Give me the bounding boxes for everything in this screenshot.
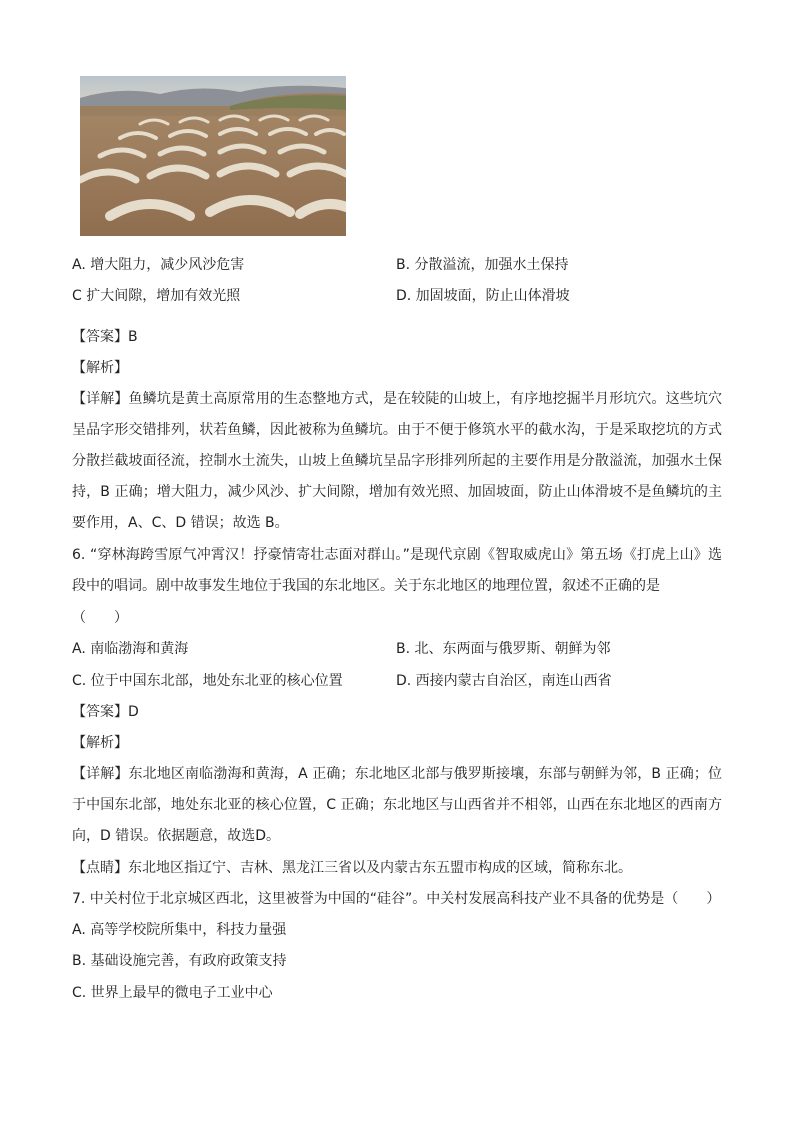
q6-stem [72, 540, 722, 602]
q6-option-b: B. 北、东两面与俄罗斯、朝鲜为邻 [396, 641, 611, 657]
q6-answer-blank [72, 608, 128, 628]
q6-option-a: A. 南临渤海和黄海 [72, 641, 189, 657]
q7-stem [72, 889, 720, 909]
detail-text: 东北地区南临渤海和黄海，A 正确；东北地区北部与俄罗斯接壤，东部与朝鲜为邻，B 正确；位于中国东北部，地处东北亚的核心位置，C 正确；东北地区与山西省并不相邻，山西在东北地区的西南方向，D 错误。依据题意，故选D。 [72, 766, 722, 844]
q7-option-b: B. 基础设施完善，有政府政策支持 [72, 953, 287, 969]
answer-tag: 【答案】 [72, 329, 128, 345]
q7-stem-text: 7. 中关村位于北京城区西北，这里被誉为中国的“硅谷”。中关村发展高科技产业不具备的优势是（ [72, 891, 679, 907]
q5-detail [72, 384, 722, 539]
q5-answer [72, 327, 138, 347]
q5-option-d: D. 加固坡面，防止山体滑坡 [396, 288, 570, 304]
detail-tag: 【详解】 [72, 391, 129, 407]
q6-option-d: D. 西接内蒙古自治区，南连山西省 [396, 673, 612, 689]
q5-analysis-tag: 【解析】 [72, 360, 128, 376]
q6-option-c: C. 位于中国东北部，地处东北亚的核心位置 [72, 673, 343, 689]
q6-stem-text: 6. “穿林海跨雪原气冲霄汉！抒豪情寄壮志面对群山。”是现代京剧《智取威虎山》第五场《打虎上山》选段中的唱词。剧中故事发生地位于我国的东北地区。关于东北地区的地理位置，叙述不正确的是 [72, 547, 722, 594]
q6-detail [72, 759, 722, 852]
q6-analysis-tag: 【解析】 [72, 735, 128, 751]
q6-answer [72, 702, 139, 722]
paren-close: ） [706, 891, 721, 907]
q7-option-a: A. 高等学校院所集中，科技力量强 [72, 922, 287, 938]
q5-option-a: A. 增大阻力，减少风沙危害 [72, 257, 245, 273]
answer-tag: 【答案】 [72, 704, 128, 720]
q6-note [72, 858, 632, 878]
fish-scale-pits-photo [80, 76, 346, 236]
answer-value: B [128, 329, 138, 345]
paren-open: （ [72, 610, 86, 626]
q5-option-b: B. 分散溢流，加强水土保持 [396, 257, 569, 273]
answer-value: D [128, 704, 139, 720]
detail-tag: 【详解】 [72, 766, 129, 782]
q5-option-c: C 扩大间隙，增加有效光照 [72, 288, 241, 304]
q7-option-c: C. 世界上最早的微电子工业中心 [72, 985, 273, 1001]
detail-text: 鱼鳞坑是黄土高原常用的生态整地方式，是在较陡的山坡上，有序地挖掘半月形坑穴。这些坑穴呈品字形交错排列，状若鱼鳞，因此被称为鱼鳞坑。由于不便于修筑水平的截水沟，于是采取挖坑的方式分散拦截坡面径流，控制水土流失，山坡上鱼鳞坑呈品字形排列所起的主要作用是分散溢流，加强水土保持，B 正确；增大阻力，减少风沙、扩大间隙，增加有效光照、加固坡面，防止山体滑坡不是鱼鳞坑的主要作用，A、C、D 错误；故选 B。 [72, 391, 723, 531]
paren-close: ） [114, 610, 128, 626]
note-text: 东北地区指辽宁、吉林、黑龙江三省以及内蒙古东五盟市构成的区域，简称东北。 [128, 860, 632, 876]
note-tag: 【点睛】 [72, 860, 128, 876]
